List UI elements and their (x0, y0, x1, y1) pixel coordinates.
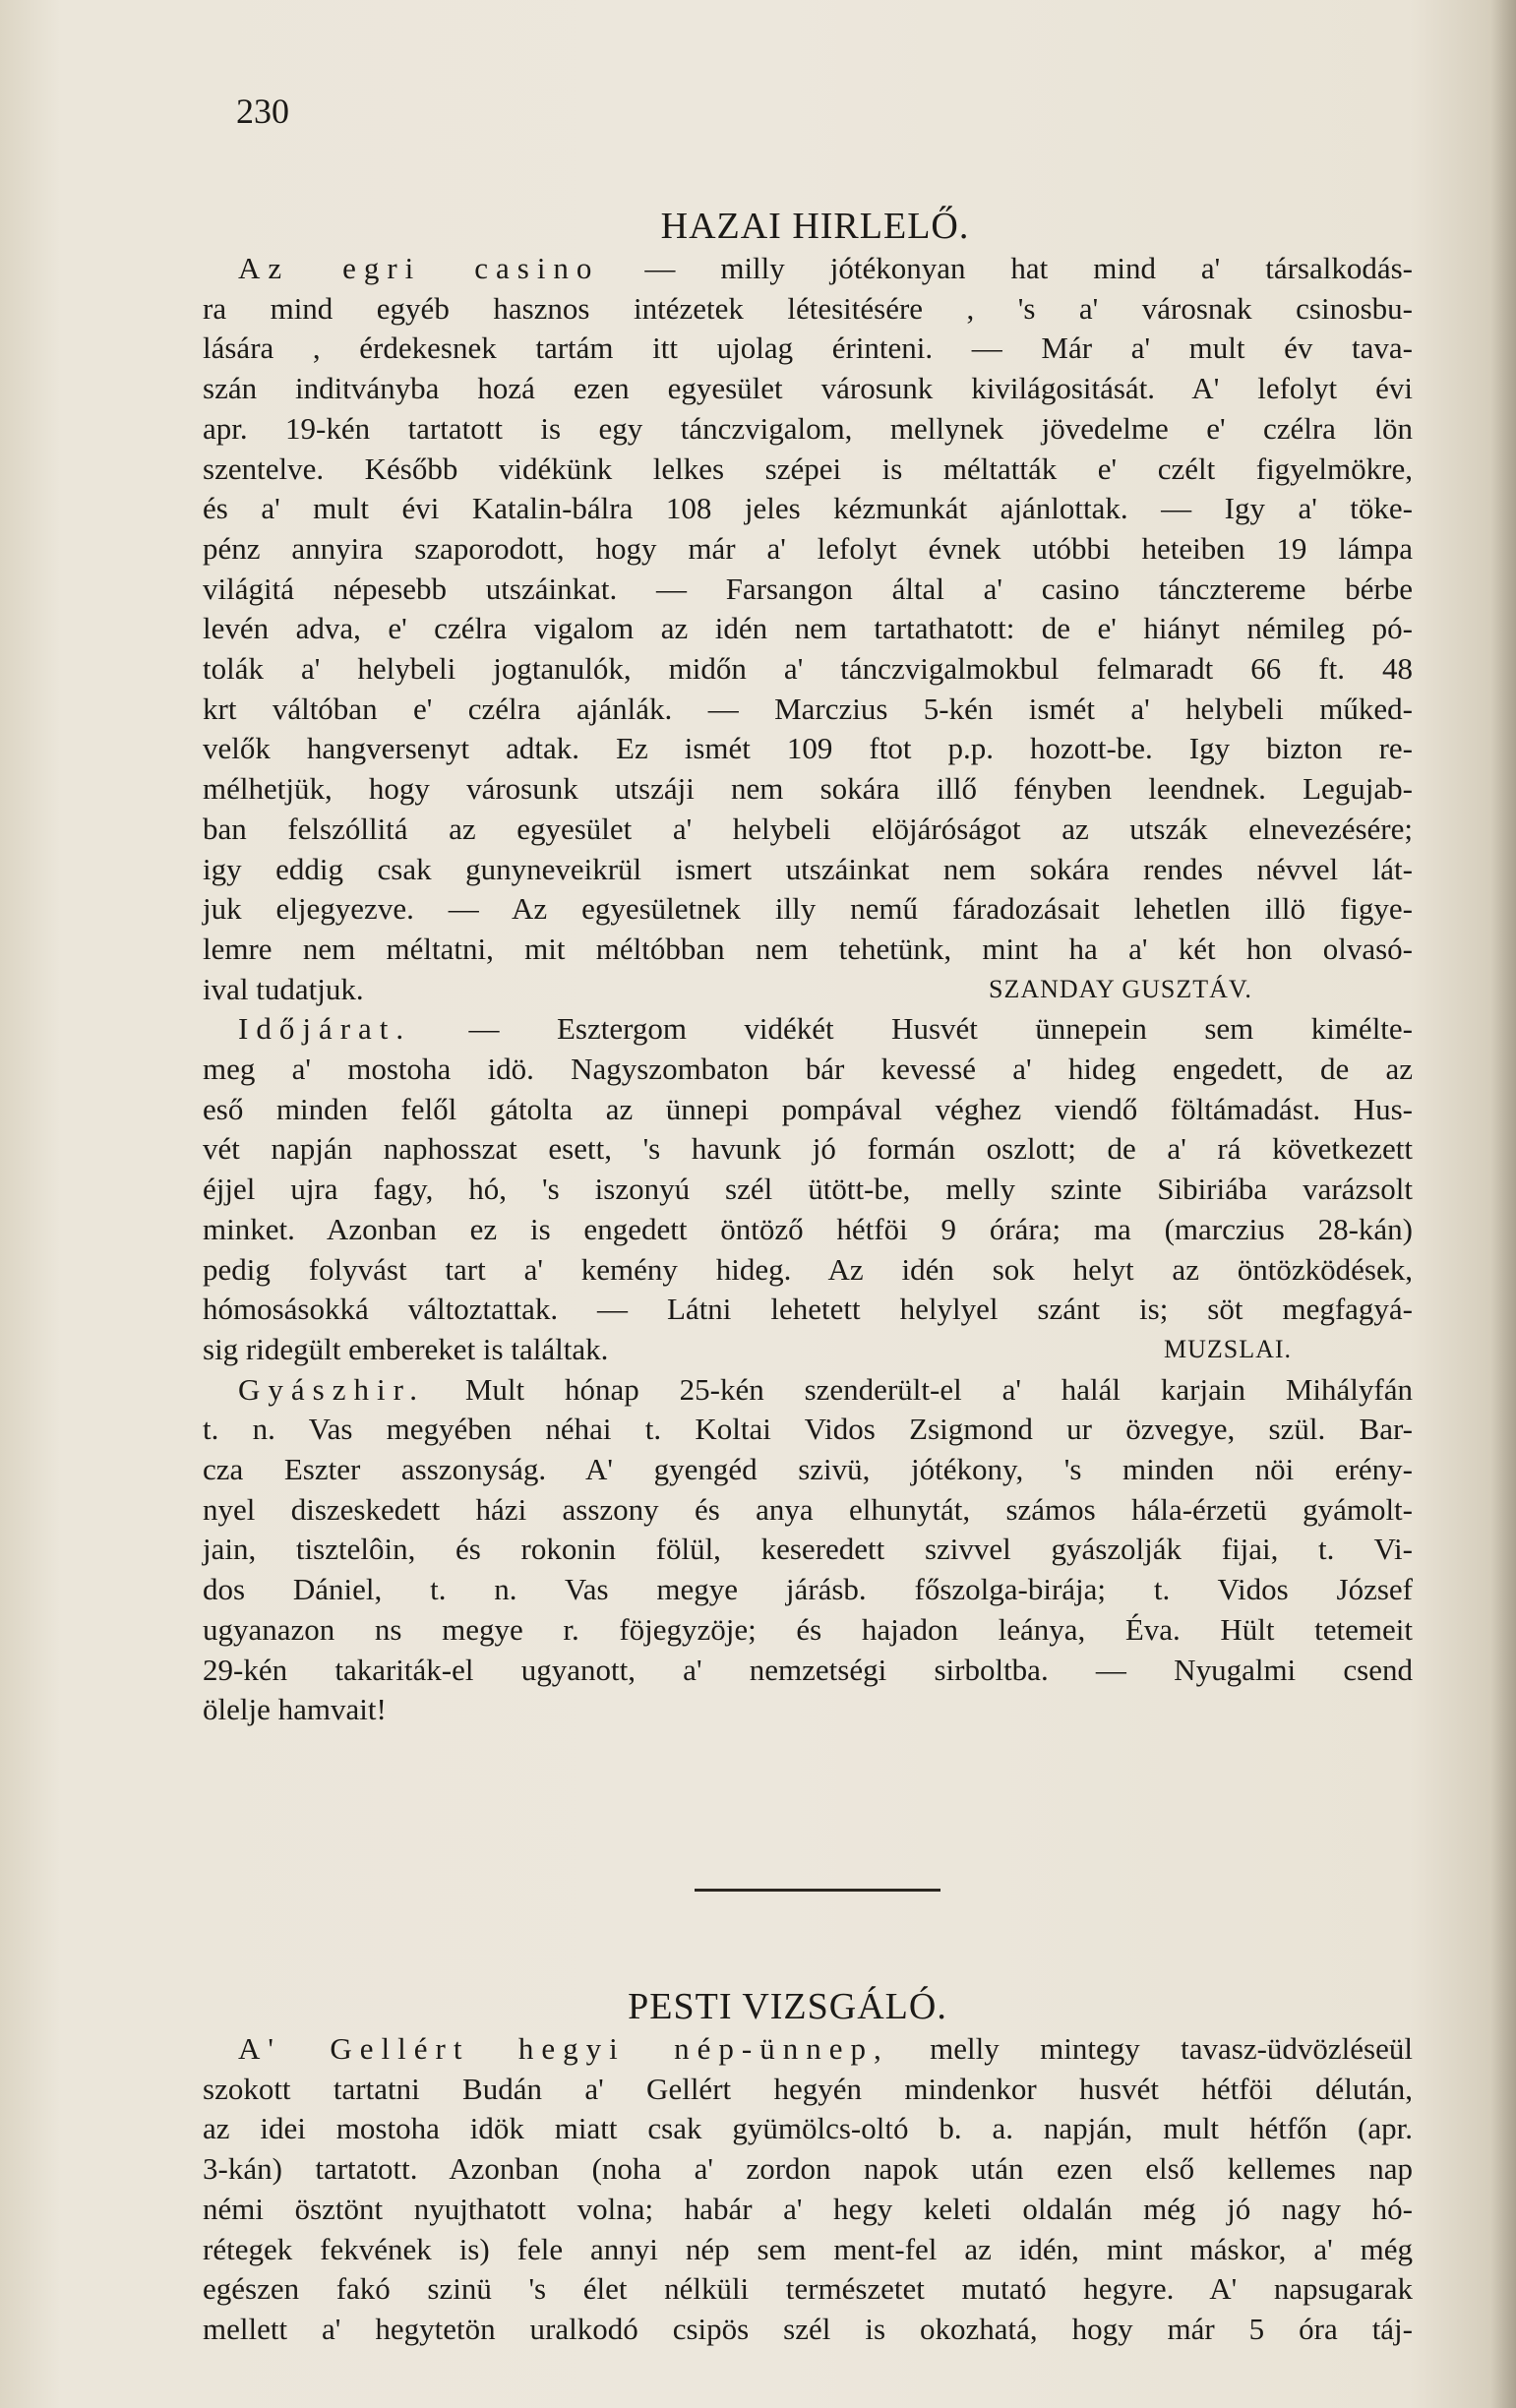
section-title-hazai-hirlelo: HAZAI HIRLELŐ. (660, 206, 970, 247)
text-line (203, 1050, 1413, 1089)
text-line (203, 690, 1413, 729)
line-text: ölelje hamvait! (203, 1692, 387, 1727)
line-text: sig ridegült embereket is találtak. (203, 1331, 609, 1366)
line-text: t. n. Vas megyében néhai t. Koltai Vidos Zsigmond ur özvegye, szül. Bar- (203, 1412, 1413, 1447)
text-line (203, 2109, 1413, 2148)
text-line (203, 769, 1413, 809)
line-text: éjjel ujra fagy, hó, 's iszonyú szél ütött-be, melly szinte Sibiriába varázsolt (203, 1172, 1413, 1207)
line-text: nyel diszeskedett házi asszony és anya elhunytát, számos hála-érzetü gyámolt- (203, 1491, 1413, 1527)
text-line (203, 1090, 1413, 1129)
spaced-lead-text: Az egri casino (238, 251, 600, 285)
text-line (203, 649, 1413, 689)
text-line (203, 409, 1413, 449)
text-line (203, 369, 1413, 408)
text-line (238, 249, 1413, 288)
text-line (238, 1370, 1413, 1410)
section-title-pesti-vizsgalo: PESTI VIZSGÁLÓ. (628, 1986, 947, 2027)
text-line (203, 2230, 1413, 2269)
text-line (203, 2149, 1413, 2189)
line-text: szokott tartatni Budán a' Gellért hegyén mindenkor husvét hétföi délután, (203, 2071, 1413, 2106)
text-line (203, 1129, 1413, 1169)
text-line (203, 1570, 1413, 1609)
line-text: melly mintegy tavasz-üdvözléseül (888, 2031, 1413, 2066)
text-line (203, 1690, 1413, 1729)
line-text: világitá népesebb utszáinkat. — Farsangon által a' casino táncztereme bérbe (203, 571, 1413, 606)
spaced-lead-text: A' Gellért hegyi nép-ünnep, (238, 2031, 889, 2066)
line-text: rétegek fekvének is) fele annyi nép sem ment-fel az idén, mint máskor, a' még (203, 2231, 1413, 2266)
line-text: meg a' mostoha idö. Nagyszombaton bár kevessé a' hideg engedett, de az (203, 1052, 1413, 1086)
text-line (238, 2029, 1413, 2069)
line-text: 29-kén takariták-el ugyanott, a' nemzetségi sirboltba. — Nyugalmi csend (203, 1652, 1413, 1687)
line-text: — Esztergom vidékét Husvét ünnepein sem kimélte- (411, 1011, 1413, 1047)
author-signature: MUZSLAI. (1164, 1334, 1293, 1363)
line-text: tolák a' helybeli jogtanulók, midőn a' tánczvigalmokbul felmaradt 66 ft. 48 (203, 651, 1413, 686)
line-text: és a' mult évi Katalin-bálra 108 jeles kézmunkát ajánlottak. — Igy a' töke- (203, 491, 1413, 526)
line-text: pénz annyira szaporodott, hogy már a' lefolyt évnek utóbbi heteiben 19 lámpa (203, 530, 1413, 566)
line-text: apr. 19-kén tartatott is egy tánczvigalom, mellynek jövedelme e' czélra lön (203, 410, 1413, 446)
line-text: velők hangversenyt adtak. Ez ismét 109 ftot p.p. hozott-be. Igy bizton re- (203, 731, 1413, 766)
text-line (203, 1410, 1413, 1449)
line-text: eső minden felől gátolta az ünnepi pompával véghez viendő föltámadást. Hus- (203, 1091, 1413, 1126)
text-line (203, 609, 1413, 648)
line-text: krt váltóban e' czélra ajánlák. — Marczius 5-kén ismét a' helybeli műked- (203, 691, 1413, 726)
text-line (203, 850, 1413, 889)
line-text: igy eddig csak gunyneveikrül ismert utszáinkat nem sokára rendes névvel lát- (203, 851, 1413, 886)
line-text: juk eljegyezve. — Az egyesületnek illy nemű fáradozásait lehetlen illö figye- (203, 891, 1413, 927)
text-line (203, 450, 1413, 489)
text-line (203, 2070, 1413, 2109)
author-signature: SZANDAY GUSZTÁV. (989, 974, 1252, 1003)
line-text: ban felszóllitá az egyesület a' helybeli elöjáróságot az utszák elnevezésére; (203, 811, 1413, 846)
line-text: mellett a' hegytetön uralkodó csipös szél is okozhatá, hogy már 5 óra táj- (203, 2311, 1413, 2346)
line-text: levén adva, e' czélra vigalom az idén nem tartathatott: de e' hiányt némileg pó- (203, 611, 1413, 646)
line-text: minket. Azonban ez is engedett öntöző hétföi 9 órára; ma (marczius 28-kán) (203, 1211, 1413, 1246)
text-line (203, 1290, 1413, 1329)
text-line (203, 570, 1413, 609)
text-line (203, 729, 1413, 768)
line-text: hómosásokká változtattak. — Látni lehetett helylyel szánt is; söt megfagyá- (203, 1292, 1413, 1327)
line-text: Mult hónap 25-kén szenderült-el a' halál karjain Mihályfán (424, 1371, 1413, 1407)
line-text: cza Eszter asszonyság. A' gyengéd szivü, jótékony, 's minden nöi erény- (203, 1452, 1413, 1486)
page-edge-shadow (1490, 0, 1516, 2408)
text-line (203, 1610, 1413, 1650)
line-text: ra mind egyéb hasznos intézetek létesitésére , 's a' városnak csinosbu- (203, 290, 1413, 326)
line-text: az idei mostoha idök miatt csak gyümölcs-oltó b. a. napján, mult hétfőn (apr. (203, 2111, 1413, 2146)
text-line (238, 1009, 1413, 1049)
text-line (203, 930, 1413, 969)
section-divider (695, 1889, 940, 1892)
text-line (203, 810, 1413, 849)
text-line (203, 2310, 1413, 2349)
line-text: jain, tisztelôin, és rokonin fölül, keseredett szivvel gyászolják fijai, t. Vi- (203, 1532, 1413, 1567)
text-line (203, 2269, 1413, 2309)
line-text: pedig folyvást tart a' kemény hideg. Az idén sok helyt az öntözködések, (203, 1251, 1413, 1287)
text-line (203, 1530, 1413, 1569)
line-text: mélhetjük, hogy városunk utszáji nem sokára illő fényben leendnek. Legujab- (203, 771, 1413, 807)
text-line (203, 1170, 1413, 1209)
line-text: ival tudatjuk. (203, 971, 364, 1006)
text-line (203, 329, 1413, 368)
line-text: lására , érdekesnek tartám itt ujolag érinteni. — Már a' mult év tava- (203, 331, 1413, 366)
line-text: szentelve. Később vidékünk lelkes szépei is méltatták e' czélt figyelmökre, (203, 451, 1413, 486)
line-text: — milly jótékonyan hat mind a' társalkodás- (599, 251, 1413, 285)
page-number: 230 (236, 91, 289, 131)
text-line (203, 1210, 1413, 1249)
text-line (203, 529, 1413, 569)
spaced-lead-text: Gyászhir. (238, 1371, 425, 1407)
spaced-lead-text: Időjárat. (238, 1011, 412, 1047)
text-line (203, 489, 1413, 528)
text-line (203, 1651, 1413, 1690)
line-text: lemre nem méltatni, mit méltóbban nem tehetünk, mint ha a' két hon olvasó- (203, 931, 1413, 966)
text-line (203, 2190, 1413, 2229)
text-line (203, 1450, 1413, 1489)
line-text: egészen fakó szinü 's élet nélküli természetet mutató hegyre. A' napsugarak (203, 2271, 1413, 2307)
line-text: 3-kán) tartatott. Azonban (noha a' zordon napok után ezen első kellemes nap (203, 2151, 1413, 2187)
text-line (203, 1250, 1413, 1290)
line-text: vét napján naphosszat esett, 's havunk jó formán oszlott; de a' rá következett (203, 1131, 1413, 1167)
line-text: ugyanazon ns megye r. föjegyzöje; és hajadon leánya, Éva. Hült tetemeit (203, 1611, 1413, 1647)
line-text: dos Dániel, t. n. Vas megye járásb. főszolga-birája; t. Vidos József (203, 1572, 1413, 1607)
line-text: némi ösztönt nyujthatott volna; habár a' hegy keleti oldalán még jó nagy hó- (203, 2191, 1413, 2226)
text-line (203, 1490, 1413, 1530)
line-text: szán inditványba hozá ezen egyesület városunk kivilágositását. A' lefolyt évi (203, 371, 1413, 406)
text-line (203, 889, 1413, 929)
text-line (203, 289, 1413, 329)
